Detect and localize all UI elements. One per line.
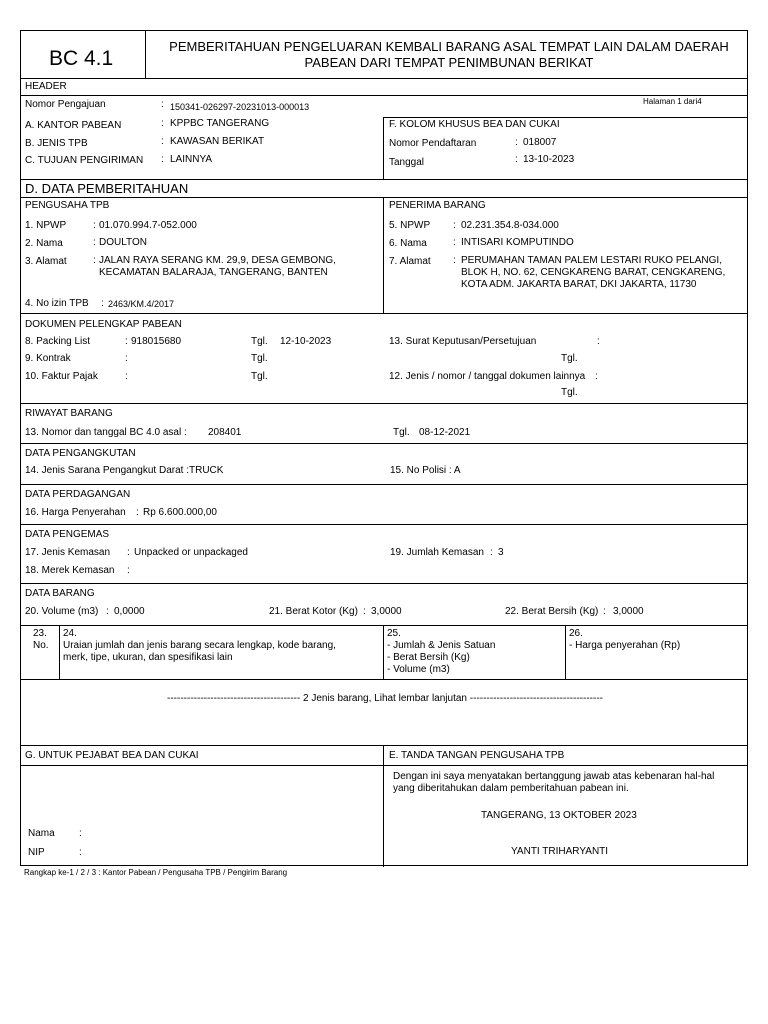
surat-keputusan-label: 13. Surat Keputusan/Persetujuan (389, 336, 537, 347)
jenis-tpb-label: B. JENIS TPB (25, 138, 88, 149)
jenis-dok-tgl-label: Tgl. (561, 387, 578, 398)
rule (21, 78, 747, 79)
faktur-tgl-label: Tgl. (251, 371, 268, 382)
lanjutan-note: ---------------------------------------- 2 Jenis barang, Lihat lembar lanjutan ---------------------------------------- (167, 693, 603, 704)
berat-bersih-label: 22. Berat Bersih (Kg) (505, 606, 599, 617)
form-code: BC 4.1 (49, 47, 114, 70)
colon: : (490, 547, 493, 558)
penerima-barang-label: PENERIMA BARANG (389, 200, 486, 211)
colon: : (515, 154, 518, 165)
tujuan-label: C. TUJUAN PENGIRIMAN (25, 155, 144, 166)
tanggal-label: Tanggal (389, 157, 425, 168)
header-label: HEADER (25, 81, 67, 92)
rule (21, 197, 747, 198)
rule (21, 625, 747, 626)
berat-kotor-value: 3,0000 (371, 606, 402, 617)
penerima-nama-value: INTISARI KOMPUTINDO (461, 237, 574, 248)
pejabat-nip-label: NIP (28, 847, 45, 858)
jenis-kemasan-label: 17. Jenis Kemasan (25, 547, 111, 558)
sarana-pengangkut: 14. Jenis Sarana Pengangkut Darat :TRUCK (25, 465, 224, 476)
colon: : (161, 118, 164, 129)
jenis-dokumen-label: 12. Jenis / nomor / tanggal dokumen lainnya (389, 371, 586, 382)
pengangkutan-label: DATA PENGANGKUTAN (25, 448, 136, 459)
pengusaha-npwp-value: 01.070.994.7-052.000 (99, 220, 197, 231)
col25-header-line2: - Berat Bersih (Kg) (387, 652, 470, 663)
kantor-pabean-label: A. KANTOR PABEAN (25, 120, 122, 131)
rule (21, 679, 747, 680)
packing-tgl-value: 12-10-2023 (280, 336, 332, 347)
pengusaha-alamat-label: 3. Alamat (25, 256, 67, 267)
colon: : (453, 255, 456, 266)
berat-kotor-label: 21. Berat Kotor (Kg) (269, 606, 358, 617)
colon: : (603, 606, 606, 617)
faktur-pajak-label: 10. Faktur Pajak (25, 371, 98, 382)
colon: : (161, 154, 164, 165)
rule (21, 583, 747, 584)
colon: : (453, 220, 456, 231)
rule (145, 31, 146, 78)
bc40-value: 208401 (208, 427, 242, 438)
colon: : (453, 237, 456, 248)
jenis-kemasan-value: Unpacked or unpackaged (134, 547, 248, 558)
bc40-tgl-value: 08-12-2021 (419, 427, 471, 438)
rule (21, 179, 747, 180)
harga-penyerahan-value: Rp 6.600.000,00 (143, 507, 217, 518)
volume-label: 20. Volume (m3) (25, 606, 99, 617)
col25-header-line1: - Jumlah & Jenis Satuan (387, 640, 496, 651)
page-indicator: Halaman 1 dari4 (643, 97, 702, 106)
merek-kemasan-label: 18. Merek Kemasan (25, 565, 115, 576)
pengusaha-npwp-label: 1. NPWP (25, 220, 67, 231)
form-title-line1: PEMBERITAHUAN PENGELUARAN KEMBALI BARANG ASAL TEMPAT LAIN DALAM DAERAH (169, 39, 729, 54)
packing-list-value: 918015680 (131, 336, 182, 347)
rule (21, 484, 747, 485)
nomor-pengajuan-label: Nomor Pengajuan (25, 99, 106, 110)
nomor-pendaftaran-label: Nomor Pendaftaran (389, 138, 477, 149)
rule (383, 625, 384, 679)
data-pemberitahuan-label: D. DATA PEMBERITAHUAN (25, 181, 189, 196)
rule (21, 95, 747, 96)
jumlah-kemasan-value: 3 (498, 547, 504, 558)
pengusaha-tpb-label: PENGUSAHA TPB (25, 200, 110, 211)
col24-header-line2: merk, tipe, ukuran, dan spesifikasi lain (63, 652, 233, 663)
rule (59, 625, 60, 679)
ttd-label: E. TANDA TANGAN PENGUSAHA TPB (389, 750, 565, 761)
col26-number: 26. (569, 628, 583, 639)
rule (383, 117, 747, 118)
rule (383, 197, 384, 313)
kontrak-label: 9. Kontrak (25, 353, 71, 364)
tempat-tanggal: TANGERANG, 13 OKTOBER 2023 (481, 810, 637, 821)
colon: : (125, 353, 128, 364)
izin-tpb-value: 2463/KM.4/2017 (108, 299, 175, 309)
colon: : (79, 828, 82, 839)
colon: : (161, 99, 164, 110)
nomor-pendaftaran-value: 018007 (523, 137, 557, 148)
pengusaha-alamat-line2: KECAMATAN BALARAJA, TANGERANG, BANTEN (99, 267, 328, 278)
rule (21, 443, 747, 444)
colon: : (136, 507, 139, 518)
jenis-tpb-value: KAWASAN BERIKAT (170, 136, 265, 147)
izin-tpb-label: 4. No izin TPB (25, 298, 89, 309)
rule (383, 117, 384, 179)
penerima-alamat-label: 7. Alamat (389, 256, 431, 267)
bc40-label: 13. Nomor dan tanggal BC 4.0 asal : (25, 427, 187, 438)
form-title (149, 39, 749, 71)
penerima-alamat-line3: KOTA ADM. JAKARTA BARAT, DKI JAKARTA, 11730 (461, 279, 697, 290)
rule (565, 625, 566, 679)
colon: : (161, 136, 164, 147)
col23-number: 23. (33, 628, 47, 639)
bc40-tgl-label: Tgl. (393, 427, 410, 438)
penerima-nama-label: 6. Nama (389, 238, 427, 249)
harga-penyerahan-label: 16. Harga Penyerahan (25, 507, 126, 518)
rangkap-note: Rangkap ke-1 / 2 / 3 : Kantor Pabean / Pengusaha TPB / Pengirim Barang (24, 868, 288, 877)
colon: : (125, 336, 128, 347)
penerima-npwp-value: 02.231.354.8-034.000 (461, 220, 559, 231)
berat-bersih-value: 3,0000 (613, 606, 644, 617)
rule (21, 524, 747, 525)
data-barang-label: DATA BARANG (25, 588, 95, 599)
rule (383, 745, 384, 867)
pengusaha-alamat-line1: JALAN RAYA SERANG KM. 29,9, DESA GEMBONG, (99, 255, 336, 266)
dokumen-label: DOKUMEN PELENGKAP PABEAN (25, 319, 182, 330)
colon: : (127, 547, 130, 558)
perdagangan-label: DATA PERDAGANGAN (25, 489, 131, 500)
volume-value: 0,0000 (114, 606, 145, 617)
colon: : (106, 606, 109, 617)
pengusaha-nama-value: DOULTON (99, 237, 147, 248)
kolom-khusus-label: F. KOLOM KHUSUS BEA DAN CUKAI (389, 119, 560, 130)
pernyataan-line1: Dengan ini saya menyatakan bertanggung jawab atas kebenaran hal-hal (393, 771, 715, 782)
kantor-pabean-value: KPPBC TANGERANG (170, 118, 270, 129)
colon: : (515, 137, 518, 148)
pejabat-label: G. UNTUK PEJABAT BEA DAN CUKAI (25, 750, 199, 761)
rule (21, 745, 747, 746)
colon: : (125, 371, 128, 382)
packing-tgl-label: Tgl. (251, 336, 268, 347)
surat-tgl-label: Tgl. (561, 353, 578, 364)
col25-number: 25. (387, 628, 401, 639)
colon: : (93, 237, 96, 248)
penerima-npwp-label: 5. NPWP (389, 220, 431, 231)
penandatangan-nama: YANTI TRIHARYANTI (511, 846, 609, 857)
kontrak-tgl-label: Tgl. (251, 353, 268, 364)
colon: : (597, 336, 600, 347)
penerima-alamat-line1: PERUMAHAN TAMAN PALEM LESTARI RUKO PELANGI, (461, 255, 722, 266)
packing-list-label: 8. Packing List (25, 336, 91, 347)
jumlah-kemasan-label: 19. Jumlah Kemasan (390, 547, 484, 558)
col23-header: No. (33, 640, 49, 651)
pejabat-nama-label: Nama (28, 828, 55, 839)
bc41-form (20, 30, 748, 866)
nomor-pengajuan-value: 150341-026297-20231013-000013 (170, 102, 310, 112)
tanggal-value: 13-10-2023 (523, 154, 575, 165)
rule (21, 403, 747, 404)
col26-header-line1: - Harga penyerahan (Rp) (569, 640, 681, 651)
col24-header-line1: Uraian jumlah dan jenis barang secara lengkap, kode barang, (63, 640, 336, 651)
penerima-alamat-line2: BLOK H, NO. 62, CENGKARENG BARAT, CENGKARENG, (461, 267, 726, 278)
colon: : (93, 255, 96, 266)
colon: : (595, 371, 598, 382)
colon: : (127, 565, 130, 576)
pengemas-label: DATA PENGEMAS (25, 529, 110, 540)
colon: : (101, 298, 104, 309)
no-polisi: 15. No Polisi : A (390, 465, 461, 476)
tujuan-value: LAINNYA (170, 154, 213, 165)
rule (21, 313, 747, 314)
pernyataan-line2: yang diberitahukan dalam pemberitahuan pabean ini. (393, 783, 629, 794)
col24-number: 24. (63, 628, 77, 639)
rule (21, 765, 747, 766)
colon: : (363, 606, 366, 617)
colon: : (93, 220, 96, 231)
form-title-line2: PABEAN DARI TEMPAT PENIMBUNAN BERIKAT (304, 55, 594, 70)
colon: : (79, 847, 82, 858)
riwayat-label: RIWAYAT BARANG (25, 408, 113, 419)
col25-header-line3: - Volume (m3) (387, 664, 450, 675)
pengusaha-nama-label: 2. Nama (25, 238, 63, 249)
